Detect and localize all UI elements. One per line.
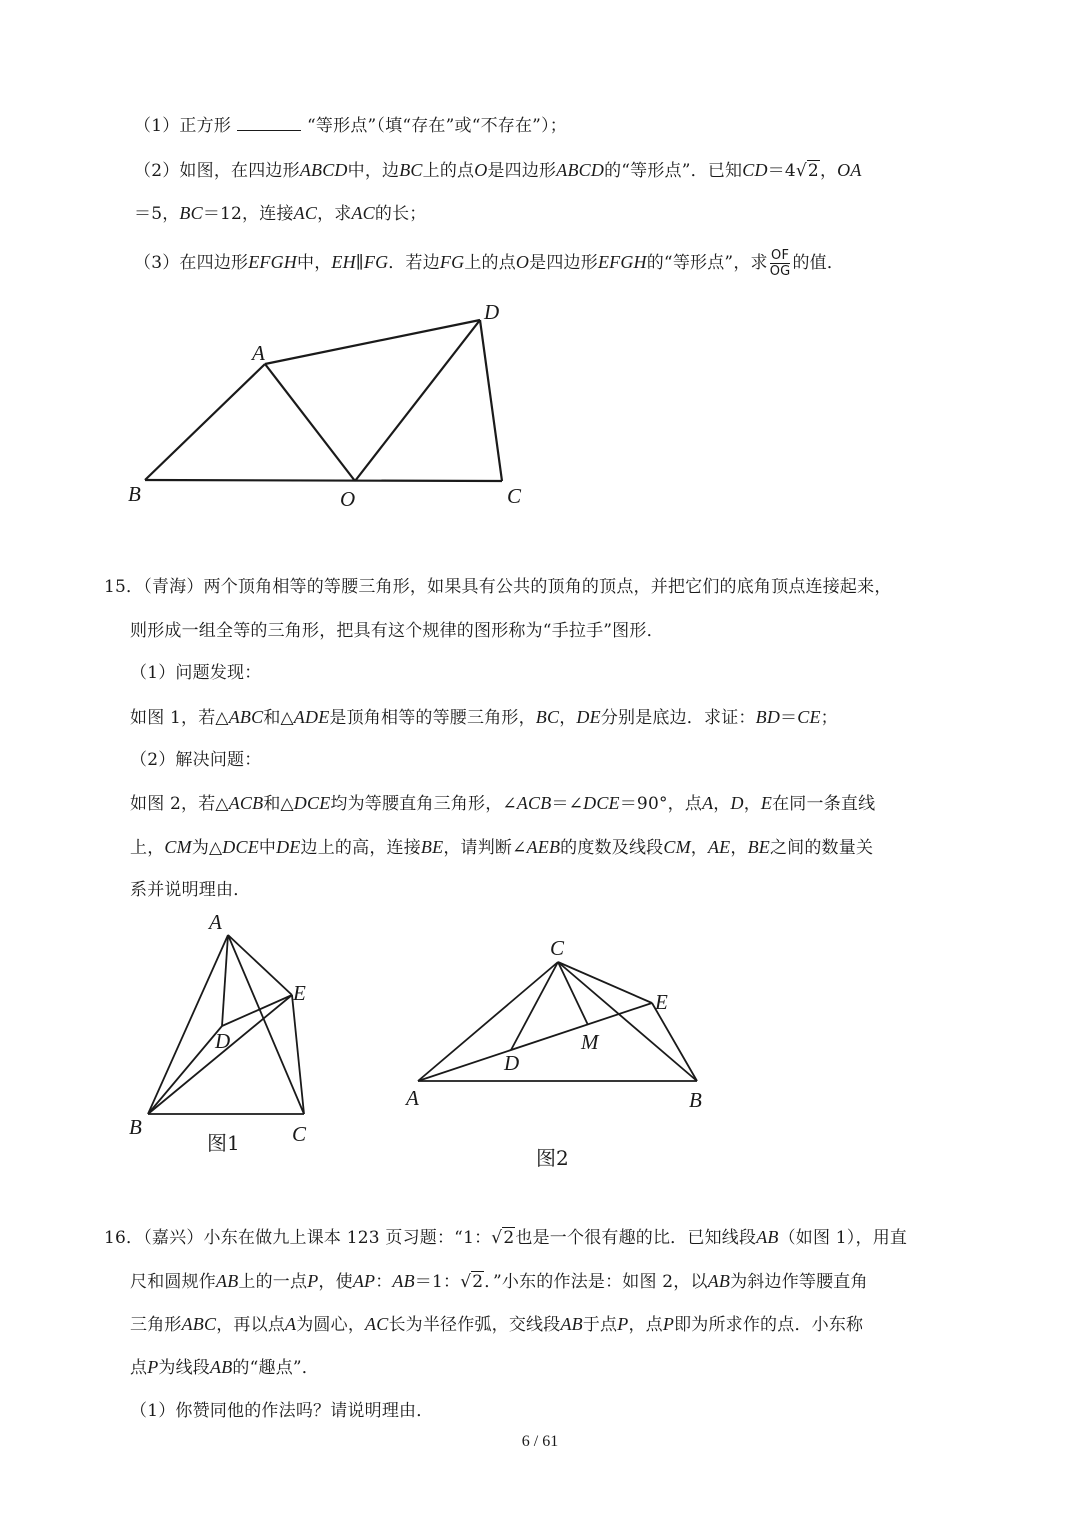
q15-part2-line1: 如图 2，若△ACB和△DCE均为等腰直角三角形，∠ACB＝∠DCE＝90°，点A，D，E在同一条直线 — [130, 793, 876, 814]
fig2-label-m: M — [581, 1030, 599, 1054]
q15-stem-line1: 15．（青海）两个顶角相等的等腰三角形，如果具有公共的顶角的顶点，并把它们的底角顶点连接起来， — [104, 577, 892, 597]
q14-part2-line1: （2）如图，在四边形ABCD中，边BC上的点O是四边形ABCD的“等形点”．已知CD＝4√2，OA — [134, 160, 862, 181]
fig1-label-b: B — [129, 1115, 142, 1139]
fig2-caption: 图2 — [536, 1146, 569, 1170]
q14-part3: （3）在四边形EFGH中，EH∥FG．若边FG上的点O是四边形EFGH的“等形点”，求 $\frac{OF}{OG}$ 的值． — [134, 248, 845, 279]
label-a: A — [252, 341, 265, 365]
label-c: C — [507, 484, 522, 508]
q16-stem-line3: 三角形ABC，再以点A为圆心，AC长为半径作弧，交线段AB于点P，点P即为所求作的点．小东称 — [130, 1314, 864, 1335]
fig2-label-a: A — [406, 1086, 419, 1110]
q14-part1-text-2: “等形点”（填“存在”或“不存在”）； — [307, 116, 567, 136]
fraction: $\frac{OF}{OG}$ — [769, 248, 791, 279]
fig1-caption: 图1 — [207, 1131, 240, 1155]
sqrt-symbol: √2 — [491, 1228, 515, 1248]
fig2-label-b: B — [689, 1088, 702, 1112]
q15-part2-line3: 系并说明理由． — [130, 880, 251, 900]
fig2-label-c: C — [550, 936, 565, 960]
sqrt-symbol: √2 — [460, 1272, 484, 1292]
q15-part2-title: （2）解决问题： — [130, 750, 262, 770]
fig2-ac — [418, 962, 558, 1081]
fig1-label-c: C — [292, 1122, 307, 1146]
q15-part1-title: （1）问题发现： — [130, 663, 262, 683]
fig2-eb — [652, 1003, 697, 1081]
q16-stem-line4: 点P为线段AB的“趣点”． — [130, 1357, 319, 1378]
q14-part2-line2: ＝5，BC＝12，连接AC，求AC的长； — [134, 203, 427, 224]
fig2-cb — [558, 962, 697, 1081]
q16-part1: （1）你赞同他的作法吗？请说明理由． — [130, 1401, 434, 1421]
label-o: O — [340, 487, 356, 511]
label-b: B — [128, 482, 141, 506]
fig2-ce — [558, 962, 652, 1003]
fig1-label-a: A — [209, 910, 222, 934]
fig1-label-d: D — [215, 1029, 231, 1053]
sqrt-symbol: √2 — [795, 161, 819, 181]
q16-stem-line2: 尺和圆规作AB上的一点P，使AP：AB＝1：√2．”小东的作法是：如图 2，以AB为斜边作等腰直角 — [130, 1271, 868, 1292]
fig1-label-e: E — [293, 981, 306, 1005]
q15-part1-text: 如图 1，若△ABC和△ADE是顶角相等的等腰三角形，BC，DE分别是底边．求证：BD＝CE； — [130, 707, 838, 728]
fig2-cm — [558, 962, 588, 1025]
fig2-ae — [418, 1003, 652, 1081]
q15-stem-line2: 则形成一组全等的三角形，把具有这个规律的图形称为“手拉手”图形． — [130, 621, 664, 641]
q14-part1-text: （1）正方形 — [134, 116, 232, 136]
q15-part2-line2: 上，CM为△DCE中DE边上的高，连接BE，请判断∠AEB的度数及线段CM，AE，BE之间的数量关 — [130, 837, 874, 858]
fig2-label-d: D — [504, 1051, 520, 1075]
page-number: 6 / 61 — [521, 1433, 559, 1450]
label-d: D — [484, 300, 500, 324]
q16-stem-line1: 16．（嘉兴）小东在做九上课本 123 页习题：“1：√2也是一个很有趣的比．已知线段AB（如图 1），用直 — [104, 1227, 908, 1248]
fig2-label-e: E — [655, 990, 668, 1014]
